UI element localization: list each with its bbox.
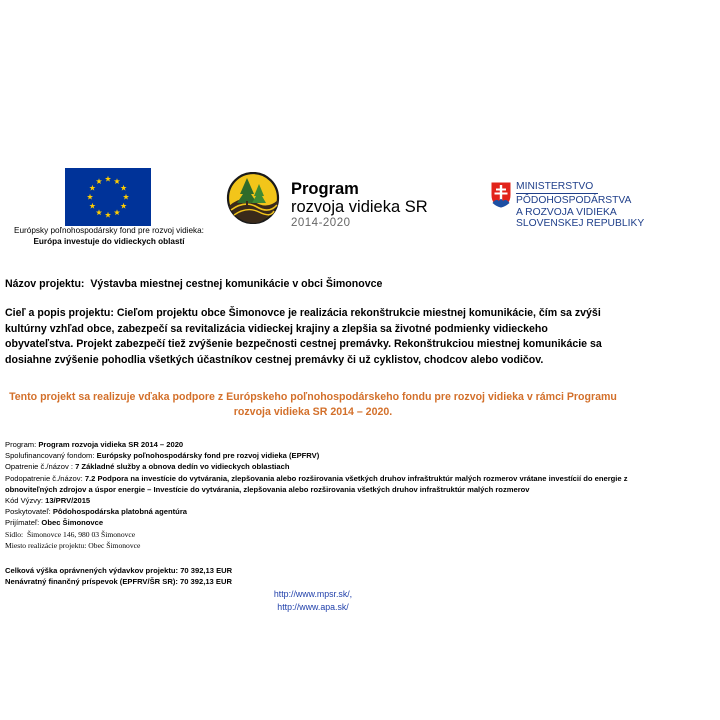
- ministry-line2: PÔDOHOSPODÁRSTVA: [516, 195, 632, 207]
- info-place: Miesto realizácie projektu: Obec Šimonovce: [5, 540, 141, 550]
- total-eligible: Celková výška oprávnených výdavkov projektu: 70 392,13 EUR: [5, 566, 233, 575]
- ministry-line1: MINISTERSTVO: [516, 181, 594, 192]
- info-submeasure: Podopatrenie č./názov: 7.2 Podpora na investície do vytvárania, zlepšovania alebo rozširovania všetkých druhov infraštruktúr malých rozmerov vrátane investícií do energie z obnoviteľných zdrojov a úspor energie – Investície do vytvárania, zlepšovania alebo rozširovania všetkých druhov infraštruktúr malých rozmerov: [5, 473, 628, 494]
- ministry-line4: SLOVENSKEJ REPUBLIKY: [516, 217, 645, 229]
- support-statement: Tento projekt sa realizuje vďaka podpore z Európskeho poľnohospodárskeho fondu pre rozvoj vidieka v rámci Programu rozvoja vidieka SR 2014 – 2020.: [9, 391, 617, 418]
- ministry-name: [516, 181, 644, 229]
- project-description: [5, 306, 617, 368]
- info-seat: Sídlo: Šimonovce 146, 980 03 Šimonovce: [5, 529, 136, 539]
- total-grant: Nenávratný finančný príspevok (EPFRV/ŠR SR): 70 392,13 EUR: [5, 577, 232, 586]
- project-totals: [5, 565, 232, 587]
- prv-title-line2: rozvoja vidieka SR: [291, 198, 428, 216]
- eu-caption-line1: Európsky poľnohospodársky fond pre rozvoj vidieka:: [14, 226, 204, 235]
- project-name-value: Výstavba miestnej cestnej komunikácie v obci Šimonovce: [90, 278, 383, 290]
- project-name: [5, 278, 382, 290]
- links: [0, 588, 626, 613]
- project-name-label: Názov projektu:: [5, 278, 85, 290]
- info-program: Program: Program rozvoja vidieka SR 2014 – 2020: [5, 440, 184, 449]
- info-recipient: Prijímateľ: Obec Šimonovce: [5, 518, 104, 528]
- project-info: [5, 439, 637, 551]
- prv-years: 2014-2020: [291, 217, 351, 229]
- info-fund: Spolufinancovaný fondom: Európsky poľnohospodársky fond pre rozvoj vidieka (EPFRV): [5, 451, 320, 461]
- info-call: Kód Výzvy: 13/PRV/2015: [5, 496, 91, 506]
- link-apa[interactable]: http://www.apa.sk/: [277, 601, 349, 612]
- eu-caption-line2: Európa investuje do vidieckych oblastí: [33, 236, 185, 246]
- link-mpsr[interactable]: http://www.mpsr.sk/,: [273, 589, 353, 599]
- project-desc-label: Cieľ a popis projektu:: [5, 307, 114, 319]
- info-measure: Opatrenie č./názov : 7 Základné služby a obnova dedín vo vidieckych oblastiach: [5, 462, 290, 472]
- eu-flag-logo: [65, 168, 151, 226]
- prv-title: [291, 180, 428, 230]
- prv-title-line1: Program: [291, 180, 359, 198]
- info-provider: Poskytovateľ: Pôdohospodárska platobná agentúra: [5, 507, 188, 517]
- prv-logo-icon: [225, 172, 281, 224]
- ministry-line3: A ROZVOJA VIDIEKA: [516, 206, 617, 218]
- eu-caption: [2, 226, 216, 247]
- project-desc-text: Cieľom projektu obce Šimonovce je realizácia rekonštrukcie miestnej komunikácie, čím sa zvýši kultúrny vzhľad obce, zabezpečí sa revitalizácia vidieckej krajiny a zlepšia sa životné podmienky vidieckeho obyvateľstva. Projekt zabezpečí tiež zvýšenie bezpečnosti cestnej premávky. Rekonštrukciou miestnej komunikácie sa dosiahne zvýšenie pohodlia všetkých účastníkov cestnej premávky či už cyklistov, chodcov alebo vodičov.: [5, 307, 602, 366]
- slovak-coat-of-arms-icon: [490, 181, 512, 209]
